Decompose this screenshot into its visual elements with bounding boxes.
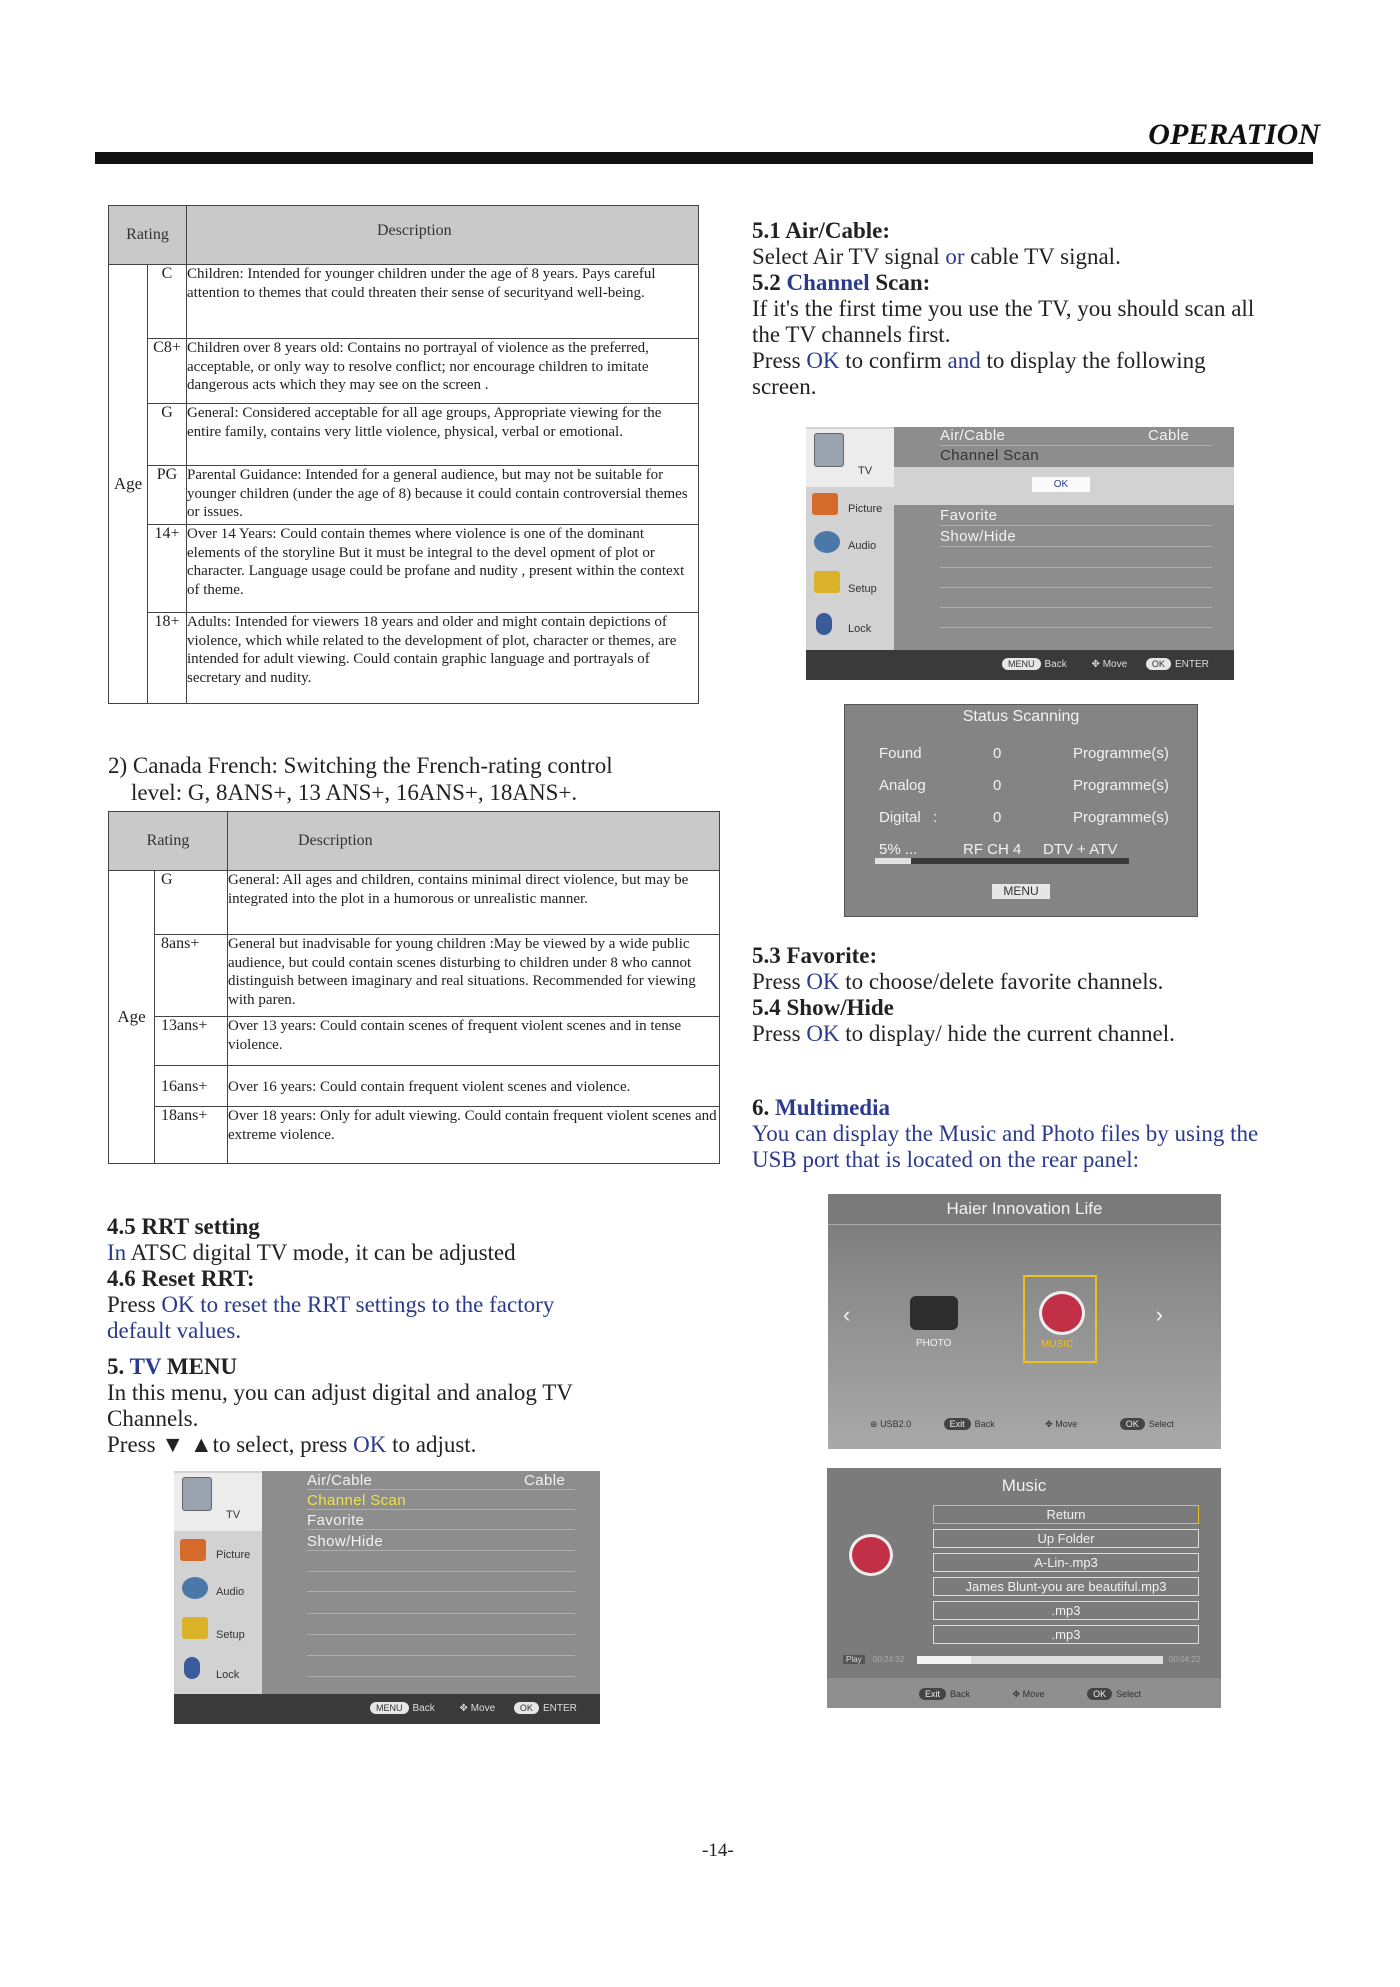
music-title: Music [1001, 1476, 1047, 1495]
list-item[interactable]: .mp3 [933, 1601, 1199, 1620]
chevron-right-icon[interactable]: › [1155, 1302, 1163, 1327]
sidebar-item-audio[interactable]: Audio [174, 1575, 262, 1607]
table-header-description: Description [228, 812, 720, 871]
menu-divider [940, 567, 1212, 568]
menu-divider [307, 1676, 575, 1677]
menu-sidebar [174, 1471, 262, 1694]
rating-code: PG [148, 466, 187, 525]
menu-divider [307, 1591, 575, 1592]
scan-progress-track [875, 858, 1129, 864]
ok-button[interactable]: OK [1032, 477, 1090, 492]
rating-desc: Over 18 years: Only for adult viewing. Could contain frequent violent scenes and extreme violence. [228, 1107, 720, 1164]
menu-item-favorite[interactable]: Favorite [940, 507, 998, 524]
section-favorite-showhide: 5.3 Favorite: Press OK to choose/delete favorite channels. 5.4 Show/Hide Press OK to display/ hide the current channel. [752, 943, 1175, 1046]
canada-french-text: 2) Canada French: Switching the French-rating control level: G, 8ANS+, 13 ANS+, 16ANS+, 18ANS+. [108, 753, 613, 805]
menu-divider [307, 1571, 575, 1572]
scan-progress-fill [875, 858, 911, 864]
menu-footer: MENU Back ✥ Move OK ENTER [806, 650, 1234, 680]
menu-divider [940, 525, 1212, 526]
chevron-left-icon[interactable]: ‹ [843, 1302, 851, 1327]
time-end: 00:04:22 [1169, 1655, 1201, 1664]
menu-item-air-cable[interactable]: Air/Cable [307, 1472, 373, 1489]
sidebar-item-lock[interactable]: Lock [806, 611, 894, 643]
rating-desc: Adults: Intended for viewers 18 years and older and might contain depictions of violence, which while related to the development of plot, character or themes, are intended for adult viewing. Could contain graphic language and portrayals of secretary and nudity. [187, 613, 699, 704]
move-arrows-icon: ✥ [1045, 1419, 1053, 1429]
menu-item-favorite[interactable]: Favorite [307, 1512, 365, 1529]
setup-star-icon [814, 571, 840, 593]
menu-divider [940, 445, 1212, 446]
page-number: -14- [702, 1840, 734, 1861]
rating-code: 18ans+ [155, 1107, 228, 1164]
menu-key: MENU [370, 1702, 409, 1714]
rating-desc: Over 16 years: Could contain frequent violent scenes and violence. [228, 1066, 720, 1107]
list-item[interactable]: A-Lin-.mp3 [933, 1553, 1199, 1572]
move-arrows-icon: ✥ [1012, 1689, 1021, 1699]
tv-icon [182, 1477, 212, 1511]
channel-scan-menu-screenshot [806, 427, 1234, 680]
sidebar-item-setup[interactable]: Setup [806, 569, 894, 603]
picture-icon [812, 493, 838, 515]
menu-item-channel-scan[interactable]: Channel Scan [940, 447, 1040, 464]
rating-desc: General: All ages and children, contains minimal direct violence, but may be integrated into the plot in a humorous or unrealistic manner. [228, 871, 720, 935]
rating-code: 16ans+ [155, 1066, 228, 1107]
menu-divider [940, 627, 1212, 628]
rating-desc: General but inadvisable for young children :May be viewed by a wide public audience, but could contain scenes disturbing to children under 8 who cannot distinguish between imaginary and real situations. Recommended for viewing with paren. [228, 935, 720, 1017]
rating-code: 18+ [148, 613, 187, 704]
sidebar-item-setup[interactable]: Setup [174, 1615, 262, 1649]
rating-desc: Parental Guidance: Intended for a general audience, but may not be suitable for younger children (under the age of 8) because it could contain controversial themes or issues. [187, 466, 699, 525]
move-arrows-icon: ✥ [1091, 659, 1100, 670]
music-disc-icon [1039, 1291, 1085, 1335]
table-header-rating: Rating [109, 812, 228, 871]
arrow-keys-icon: ▼ ▲ [161, 1432, 213, 1457]
rating-desc: Children over 8 years old: Contains no portrayal of violence as the preferred, acceptable, or only way to resolve conflict; nor encourage children to imitate dangerous acts which they may see on the screen . [187, 339, 699, 404]
tv-menu-screenshot [174, 1471, 600, 1724]
move-arrows-icon: ✥ [459, 1703, 468, 1714]
age-label: Age [109, 871, 155, 1164]
menu-divider [307, 1655, 575, 1656]
sidebar-item-tv[interactable]: TV [174, 1473, 262, 1531]
menu-key: MENU [1002, 658, 1041, 670]
sidebar-item-tv[interactable]: TV [806, 429, 894, 487]
menu-divider [940, 587, 1212, 588]
mm-footer: ⊕ USB2.0 Exit Back ✥ Move OK Select [870, 1419, 1174, 1429]
air-cable-value: Cable [524, 1472, 566, 1489]
page-header-title: OPERATION [1148, 118, 1320, 151]
menu-divider [307, 1550, 575, 1551]
exit-key: Exit [919, 1688, 946, 1700]
setup-star-icon [182, 1617, 208, 1639]
music-tile[interactable] [1023, 1275, 1097, 1363]
rating-code: G [155, 871, 228, 935]
music-label: MUSIC [1041, 1339, 1074, 1350]
age-label: Age [109, 265, 148, 704]
menu-divider [307, 1509, 575, 1510]
section-rrt: 4.5 RRT setting In ATSC digital TV mode, it can be adjusted 4.6 Reset RRT: Press OK to reset the RRT settings to the factory default values. [107, 1214, 555, 1343]
menu-sidebar [806, 427, 894, 650]
table-header-rating: Rating [109, 206, 187, 265]
ok-key: OK [1146, 658, 1171, 670]
speaker-icon [182, 1577, 208, 1599]
music-footer: Exit Back ✥ Move OK Select [827, 1678, 1221, 1708]
status-scanning-dialog [844, 704, 1198, 917]
music-disc-icon [849, 1534, 893, 1576]
playback-fill [917, 1656, 971, 1664]
menu-item-air-cable[interactable]: Air/Cable [940, 427, 1006, 444]
menu-item-show-hide[interactable]: Show/Hide [307, 1533, 384, 1550]
section-multimedia: 6. Multimedia You can display the Music and Photo files by using the USB port that is located on the rear panel: [752, 1095, 1259, 1172]
exit-key: Exit [944, 1418, 971, 1430]
rating-code: 8ans+ [155, 935, 228, 1017]
menu-item-channel-scan[interactable]: Channel Scan [307, 1492, 407, 1509]
rating-code: 14+ [148, 525, 187, 613]
playback-bar [843, 1653, 1205, 1667]
playback-track[interactable] [917, 1656, 1163, 1664]
photo-label: PHOTO [916, 1338, 952, 1349]
lock-icon [816, 613, 832, 635]
rating-table-french [108, 811, 720, 1164]
sidebar-item-picture[interactable]: Picture [174, 1537, 262, 1569]
usb-icon: ⊕ [870, 1419, 878, 1429]
rating-code: 13ans+ [155, 1017, 228, 1066]
menu-footer: MENU Back ✥ Move OK ENTER [174, 1694, 600, 1724]
status-title: Status Scanning [962, 708, 1080, 725]
menu-divider [307, 1489, 575, 1490]
play-badge: Play [843, 1655, 865, 1664]
status-rows: Found 0 Programme(s) Analog 0 Programme(s) Digital : 0 Programme(s) 5% ... RF CH 4 DTV + ATV [879, 745, 1169, 858]
ok-key: OK [514, 1702, 539, 1714]
rating-desc: Over 13 years: Could contain scenes of frequent violent scenes and in tense violence. [228, 1017, 720, 1066]
music-file-list [933, 1505, 1199, 1644]
menu-divider [307, 1613, 575, 1614]
list-item[interactable]: James Blunt-you are beautiful.mp3 [933, 1577, 1199, 1596]
mm-title: Haier Innovation Life [828, 1194, 1221, 1225]
rating-table-english [108, 205, 699, 704]
list-item[interactable]: Up Folder [933, 1529, 1199, 1548]
rating-code: C [148, 265, 187, 339]
music-list-screenshot [827, 1468, 1221, 1708]
menu-divider [940, 546, 1212, 547]
rating-desc: General: Considered acceptable for all age groups, Appropriate viewing for the entire family, contains very little violence, physical, verbal or emotional. [187, 404, 699, 466]
air-cable-value: Cable [1148, 427, 1190, 444]
ok-key: OK [1087, 1688, 1112, 1700]
camera-icon[interactable] [910, 1296, 958, 1330]
menu-item-show-hide[interactable]: Show/Hide [940, 528, 1017, 545]
ok-key: OK [1120, 1418, 1145, 1430]
rating-code: C8+ [148, 339, 187, 404]
menu-button[interactable]: MENU [992, 884, 1050, 899]
tv-icon [814, 433, 844, 467]
rating-desc: Children: Intended for younger children under the age of 8 years. Pays careful attention to themes that could threaten their sense of securityand well-being. [187, 265, 699, 339]
sidebar-item-audio[interactable]: Audio [806, 529, 894, 561]
sidebar-item-lock[interactable]: Lock [174, 1655, 262, 1687]
table-header-description: Description [187, 206, 699, 265]
multimedia-home-screenshot [828, 1194, 1221, 1449]
sidebar-item-picture[interactable]: Picture [806, 491, 894, 523]
section-tv-menu: 5. TV MENU In this menu, you can adjust digital and analog TV Channels. Press ▼ ▲to select, press OK to adjust. [107, 1354, 573, 1457]
menu-divider [307, 1529, 575, 1530]
header-rule [95, 152, 1313, 164]
list-item[interactable]: Return [933, 1505, 1199, 1524]
list-item[interactable]: .mp3 [933, 1625, 1199, 1644]
menu-divider [940, 607, 1212, 608]
section-air-cable: 5.1 Air/Cable: Select Air TV signal or cable TV signal. 5.2 Channel Scan: If it's the first time you use the TV, you should scan all the TV channels first. Press OK to confirm and to display the following screen. [752, 218, 1255, 399]
rating-desc: Over 14 Years: Could contain themes where violence is one of the dominant elements of the storyline But it must be integral to the devel opment of plot or character. Language usage could be profane and nudity , present within the context of theme. [187, 525, 699, 613]
rating-code: G [148, 404, 187, 466]
picture-icon [180, 1539, 206, 1561]
menu-divider [307, 1634, 575, 1635]
lock-icon [184, 1657, 200, 1679]
speaker-icon [814, 531, 840, 553]
time-start: 00:24:32 [873, 1655, 905, 1664]
